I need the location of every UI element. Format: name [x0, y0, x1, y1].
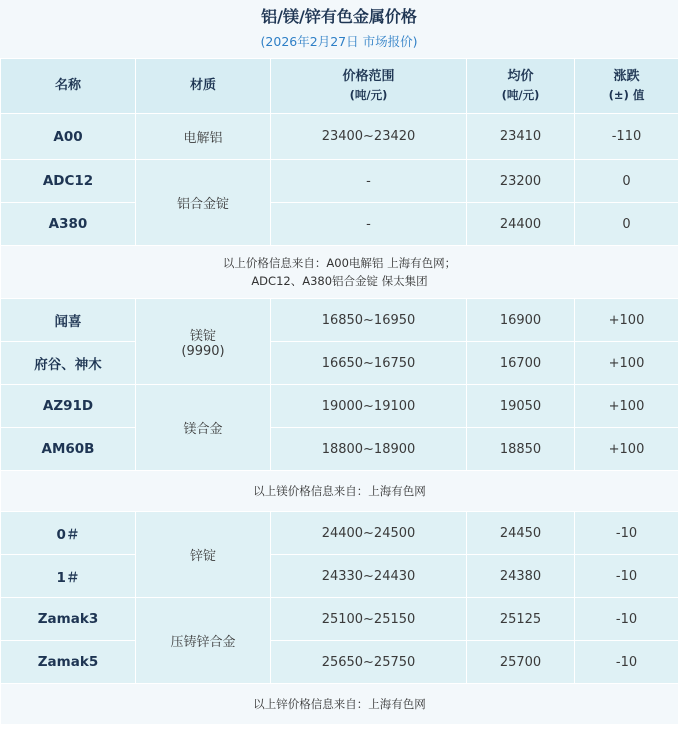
row-name: 1＃	[1, 555, 136, 598]
row-change: -110	[575, 114, 678, 160]
note-row	[1, 471, 678, 512]
header-change-unit: (±) 值	[608, 87, 645, 102]
row-range: -	[271, 203, 467, 246]
row-name: 0＃	[1, 512, 136, 555]
header-avg-title: 均价	[507, 68, 534, 84]
row-range: 18800~18900	[271, 428, 467, 471]
page-subtitle: (2026年2月27日 市场报价)	[260, 34, 418, 49]
table-row	[1, 160, 678, 203]
row-range: 16650~16750	[271, 342, 467, 385]
table-row	[1, 299, 678, 342]
row-name: A00	[1, 114, 136, 160]
header-avg-unit: (吨/元)	[501, 87, 540, 102]
row-change: 0	[575, 203, 678, 246]
row-avg: 19050	[467, 385, 575, 428]
row-change: 0	[575, 160, 678, 203]
row-avg: 24450	[467, 512, 575, 555]
row-avg: 16700	[467, 342, 575, 385]
row-range: 23400~23420	[271, 114, 467, 160]
title-block	[0, 0, 678, 58]
header-range-title: 价格范围	[342, 68, 395, 84]
row-material-group	[136, 299, 271, 385]
row-avg: 25700	[467, 641, 575, 684]
header-range-unit: (吨/元)	[349, 87, 388, 102]
material-grade: (9990)	[181, 343, 225, 359]
row-range: -	[271, 160, 467, 203]
source-note-aluminum	[1, 246, 678, 299]
row-name: 府谷、神木	[1, 342, 136, 385]
row-change: -10	[575, 641, 678, 684]
header-name: 名称	[1, 59, 136, 114]
source-note-zinc: 以上锌价格信息来自：上海有色网	[1, 684, 678, 725]
row-name: AZ91D	[1, 385, 136, 428]
row-change: -10	[575, 598, 678, 641]
table-header-row	[1, 59, 678, 114]
row-name: ADC12	[1, 160, 136, 203]
row-range: 19000~19100	[271, 385, 467, 428]
material-label: 镁锭	[189, 328, 216, 344]
row-range: 25650~25750	[271, 641, 467, 684]
header-avg	[467, 59, 575, 114]
table-row	[1, 428, 678, 471]
header-range	[271, 59, 467, 114]
note-row	[1, 246, 678, 299]
row-material-group: 铝合金锭	[136, 160, 271, 246]
row-avg: 25125	[467, 598, 575, 641]
row-material: 电解铝	[136, 114, 271, 160]
header-change-title: 涨跌	[613, 68, 640, 84]
table-row	[1, 114, 678, 160]
row-avg: 18850	[467, 428, 575, 471]
row-name: 闻喜	[1, 299, 136, 342]
row-change: +100	[575, 342, 678, 385]
header-material: 材质	[136, 59, 271, 114]
table-row	[1, 512, 678, 555]
row-range: 25100~25150	[271, 598, 467, 641]
row-range: 24330~24430	[271, 555, 467, 598]
row-material-group: 压铸锌合金	[136, 598, 271, 684]
row-avg: 23200	[467, 160, 575, 203]
row-change: +100	[575, 385, 678, 428]
row-name: Zamak3	[1, 598, 136, 641]
table-row	[1, 641, 678, 684]
row-avg: 23410	[467, 114, 575, 160]
row-change: -10	[575, 512, 678, 555]
row-change: -10	[575, 555, 678, 598]
note-row	[1, 684, 678, 725]
price-table	[0, 58, 678, 725]
row-avg: 24400	[467, 203, 575, 246]
row-material-group: 镁合金	[136, 385, 271, 471]
row-range: 24400~24500	[271, 512, 467, 555]
row-avg: 16900	[467, 299, 575, 342]
row-material-group: 锌锭	[136, 512, 271, 598]
note-line: ADC12、A380铝合金锭 保太集团	[251, 274, 428, 288]
row-name: AM60B	[1, 428, 136, 471]
header-change	[575, 59, 678, 114]
table-row	[1, 203, 678, 246]
table-row	[1, 385, 678, 428]
row-avg: 24380	[467, 555, 575, 598]
source-note-magnesium: 以上镁价格信息来自：上海有色网	[1, 471, 678, 512]
table-row	[1, 555, 678, 598]
page-title: 铝/镁/锌有色金属价格	[261, 7, 417, 26]
row-change: +100	[575, 428, 678, 471]
table-row	[1, 598, 678, 641]
row-name: A380	[1, 203, 136, 246]
note-line: 以上价格信息来自：A00电解铝 上海有色网；	[222, 256, 457, 270]
table-row	[1, 342, 678, 385]
row-change: +100	[575, 299, 678, 342]
row-name: Zamak5	[1, 641, 136, 684]
row-range: 16850~16950	[271, 299, 467, 342]
